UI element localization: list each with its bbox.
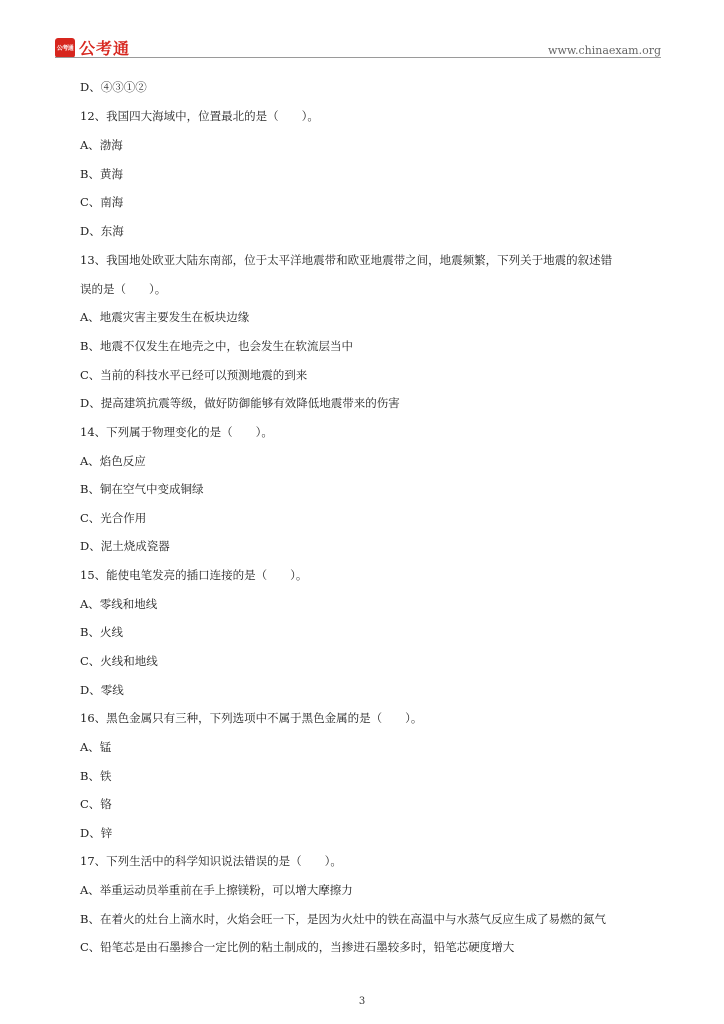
logo-badge-icon: 公考通 (55, 38, 75, 58)
answer-option: D、④③①② (80, 80, 147, 94)
answer-option: B、黄海 (80, 167, 123, 181)
question-stem: 17、下列生活中的科学知识说法错误的是（ ）。 (80, 854, 342, 868)
answer-option: D、泥土烧成瓷器 (80, 539, 170, 553)
answer-option: D、零线 (80, 683, 124, 697)
answer-option: C、火线和地线 (80, 654, 158, 668)
answer-option: A、焰色反应 (80, 454, 146, 468)
question-stem: 12、我国四大海域中，位置最北的是（ ）。 (80, 109, 319, 123)
question-stem: 15、能使电笔发亮的插口连接的是（ ）。 (80, 568, 308, 582)
answer-option: D、东海 (80, 224, 124, 238)
answer-option: D、提高建筑抗震等级，做好防御能够有效降低地震带来的伤害 (80, 396, 400, 410)
answer-option: D、锌 (80, 826, 113, 840)
question-stem: 16、黑色金属只有三种，下列选项中不属于黑色金属的是（ ）。 (80, 711, 423, 725)
page-header (55, 34, 661, 58)
header-divider (55, 57, 661, 58)
answer-option: B、在着火的灶台上滴水时，火焰会旺一下，是因为火灶中的铁在高温中与水蒸气反应生成了易燃的氮气 (80, 912, 606, 926)
answer-option: B、地震不仅发生在地壳之中，也会发生在软流层当中 (80, 339, 353, 353)
answer-option: A、地震灾害主要发生在板块边缘 (80, 310, 250, 324)
answer-option: B、铜在空气中变成铜绿 (80, 482, 204, 496)
logo (55, 36, 130, 59)
answer-option: A、举重运动员举重前在手上擦镁粉，可以增大摩擦力 (80, 883, 353, 897)
question-stem: 14、下列属于物理变化的是（ ）。 (80, 425, 273, 439)
question-stem-continued: 误的是（ ）。 (80, 282, 167, 296)
answer-option: A、零线和地线 (80, 597, 158, 611)
answer-option: A、渤海 (80, 138, 123, 152)
page-number: 3 (358, 996, 366, 1007)
site-url: www.chinaexam.org (548, 44, 661, 57)
answer-option: B、火线 (80, 625, 123, 639)
question-stem: 13、我国地处欧亚大陆东南部，位于太平洋地震带和欧亚地震带之间，地震频繁，下列关于地震的叙述错 (80, 253, 613, 267)
answer-option: C、当前的科技水平已经可以预测地震的到来 (80, 368, 308, 382)
answer-option: C、铬 (80, 797, 112, 811)
logo-text: 公考通 (79, 39, 131, 58)
answer-option: C、光合作用 (80, 511, 147, 525)
answer-option: C、南海 (80, 195, 124, 209)
answer-option: B、铁 (80, 769, 112, 783)
answer-option: A、锰 (80, 740, 112, 754)
answer-option: C、铅笔芯是由石墨掺合一定比例的粘土制成的，当掺进石墨较多时，铅笔芯硬度增大 (80, 940, 515, 954)
